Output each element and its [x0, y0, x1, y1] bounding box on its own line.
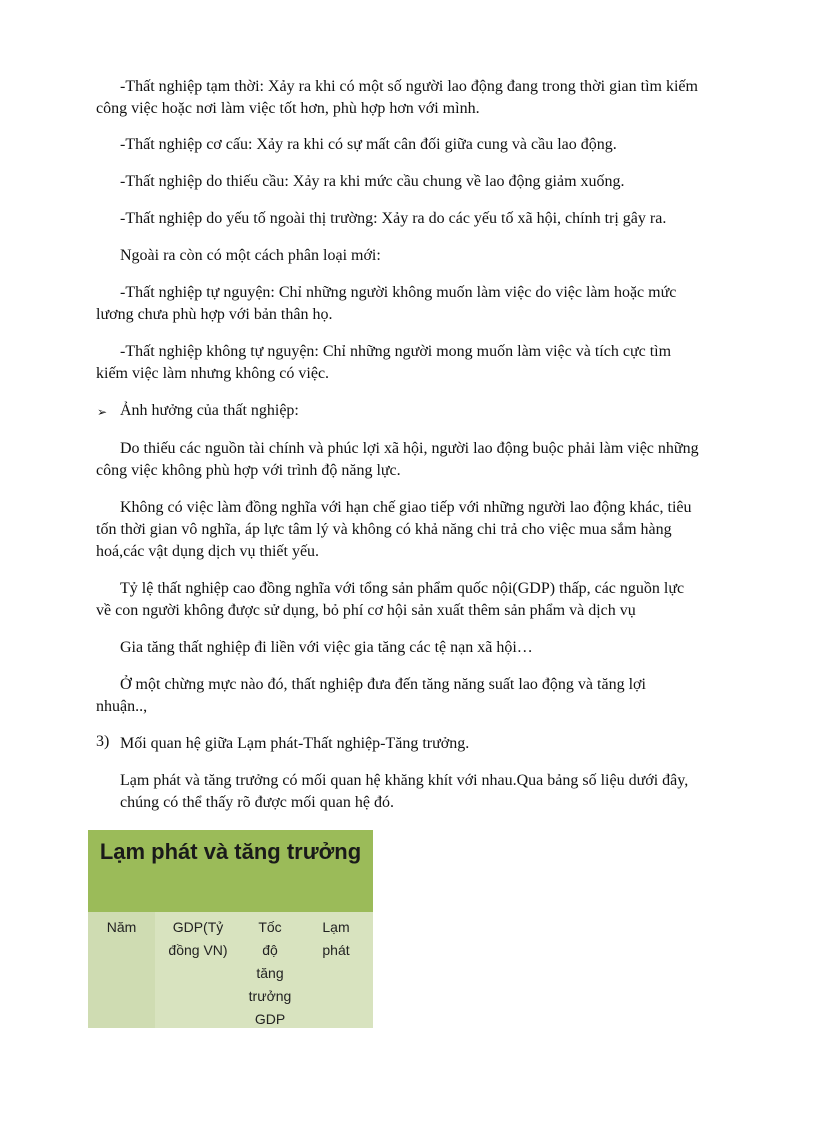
- table-header-gdp-growth: [241, 912, 299, 1028]
- header-cell-line: GDP: [254, 1011, 286, 1027]
- paragraph-effect-productivity: Ở một chừng mực nào đó, thất nghiệp đưa đến tăng năng suất lao động và tăng lợi: [120, 676, 646, 693]
- paragraph-voluntary-unemployment-cont: lương chưa phù hợp với bản thân họ.: [96, 306, 333, 323]
- paragraph-effect-social-cont-2: hoá,các vật dụng dịch vụ thiết yếu.: [96, 543, 320, 560]
- paragraph-involuntary-unemployment: -Thất nghiệp không tự nguyện: Chỉ những người mong muốn làm việc và tích cực tìm: [120, 343, 672, 360]
- header-cell-line: tăng: [256, 965, 284, 981]
- section-number: 3): [96, 733, 110, 750]
- paragraph-effect-gdp: Tỷ lệ thất nghiệp cao đồng nghĩa với tổng sản phẩm quốc nội(GDP) thấp, các nguồn lực: [120, 580, 685, 597]
- paragraph-demand-unemployment: -Thất nghiệp do thiếu cầu: Xảy ra khi mức cầu chung về lao động giảm xuống.: [120, 173, 625, 190]
- arrow-bullet-icon: ➢: [97, 405, 108, 419]
- table-header-gdp: [155, 912, 241, 1028]
- paragraph-structural-unemployment: -Thất nghiệp cơ cấu: Xảy ra khi có sự mất cân đối giữa cung và cầu lao động.: [120, 136, 617, 153]
- paragraph-nonmarket-unemployment: -Thất nghiệp do yếu tố ngoài thị trường: Xảy ra do các yếu tố xã hội, chính trị gây ra.: [120, 210, 667, 227]
- bullet-heading-effects: Ảnh hưởng của thất nghiệp:: [120, 402, 299, 419]
- paragraph-effect-gdp-cont: về con người không được sử dụng, bỏ phí cơ hội sản xuất thêm sản phẩm và dịch vụ: [96, 602, 636, 619]
- paragraph-temporary-unemployment: -Thất nghiệp tạm thời: Xảy ra khi có một số người lao động đang trong thời gian tìm kiếm: [120, 78, 698, 95]
- paragraph-involuntary-unemployment-cont: kiếm việc làm nhưng không có việc.: [96, 365, 330, 382]
- paragraph-effect-finance: Do thiếu các nguồn tài chính và phúc lợi xã hội, người lao động buộc phải làm việc những: [120, 440, 699, 457]
- paragraph-temporary-unemployment-cont: công việc hoặc nơi làm việc tốt hơn, phù hợp hơn với mình.: [96, 100, 480, 117]
- header-cell-line: Tốc: [258, 919, 282, 935]
- header-cell-line: đồng VN): [168, 942, 228, 958]
- paragraph-effect-finance-cont: công việc không phù hợp với trình độ năng lực.: [96, 462, 401, 479]
- table-title-band: [88, 830, 373, 912]
- table-title: Lạm phát và tăng trưởng: [99, 839, 362, 864]
- paragraph-relationship: Lạm phát và tăng trưởng có mối quan hệ khăng khít với nhau.Qua bảng số liệu dưới đây,: [120, 772, 689, 789]
- paragraph-effect-social: Không có việc làm đồng nghĩa với hạn chế giao tiếp với những người lao động khác, tiêu: [120, 499, 692, 516]
- header-cell-line: GDP(Tỷ: [172, 919, 224, 935]
- paragraph-new-classification: Ngoài ra còn có một cách phân loại mới:: [120, 247, 381, 264]
- paragraph-effect-productivity-cont: nhuận..,: [96, 698, 148, 715]
- table-header-inflation: [299, 912, 373, 1028]
- paragraph-effect-social-cont-1: tốn thời gian vô nghĩa, áp lực tâm lý và không có khả năng chi trả cho việc mua sắm hàng: [96, 521, 672, 538]
- section-title: Mối quan hệ giữa Lạm phát-Thất nghiệp-Tăng trưởng.: [120, 735, 470, 752]
- paragraph-relationship-cont: chúng có thể thấy rõ được mối quan hệ đó.: [120, 794, 394, 811]
- header-cell-line: độ: [262, 942, 278, 958]
- header-cell-line: trưởng: [248, 988, 292, 1004]
- paragraph-voluntary-unemployment: -Thất nghiệp tự nguyện: Chỉ những người không muốn làm việc do việc làm hoặc mức: [120, 284, 677, 301]
- paragraph-effect-social-evils: Gia tăng thất nghiệp đi liền với việc gia tăng các tệ nạn xã hội…: [120, 639, 533, 656]
- table-header-year: [88, 912, 155, 1028]
- inflation-growth-table: [88, 830, 373, 1028]
- header-cell-line: Năm: [106, 919, 137, 935]
- header-cell-line: Lạm: [322, 919, 350, 935]
- header-cell-line: phát: [322, 942, 350, 958]
